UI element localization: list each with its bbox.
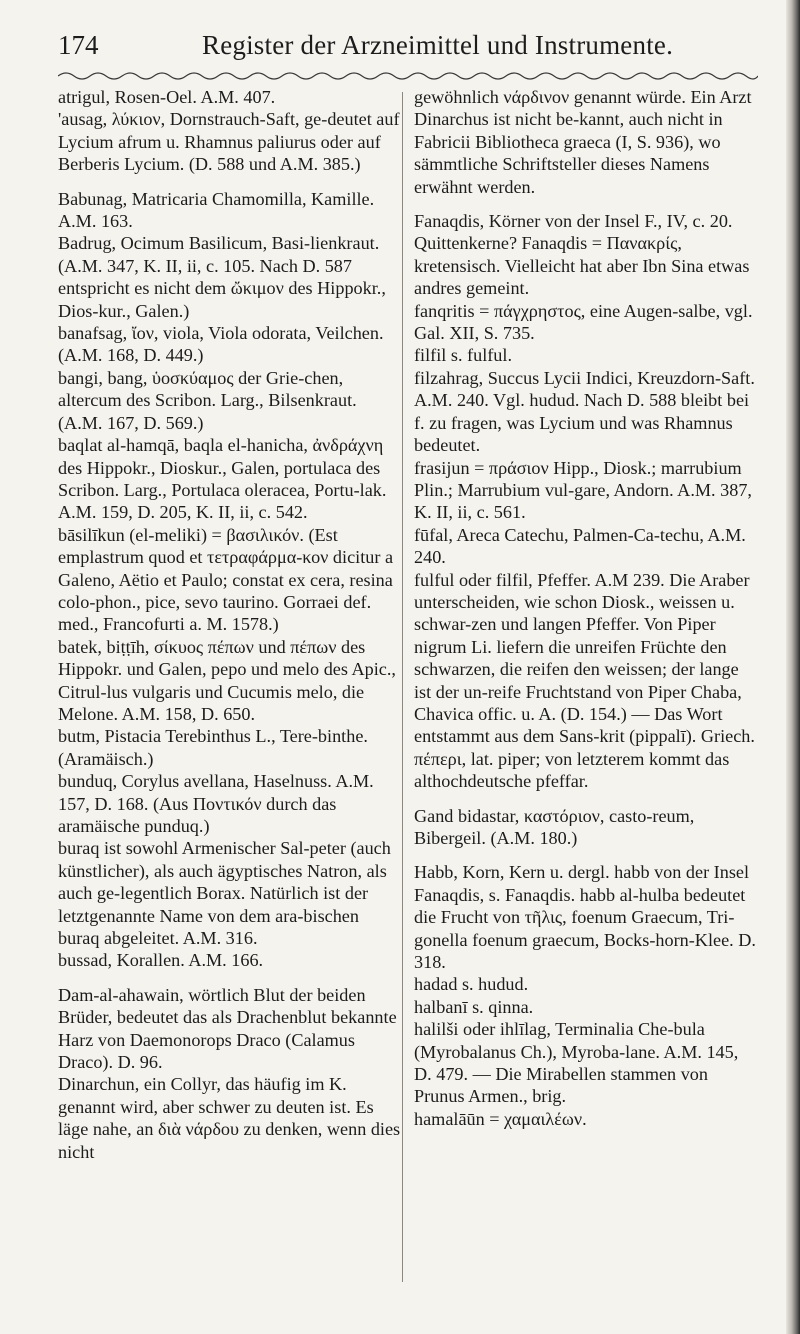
register-entry: butm, Pistacia Terebinthus L., Tere-binthe. (Aramäisch.): [58, 726, 368, 769]
register-entry: hadad s. hudud.: [414, 974, 529, 995]
running-title: Register der Arzneimittel und Instrumente.: [202, 30, 674, 60]
register-entry: Gand bidastar, καστόριον, casto-reum, Bibergeil. (A.M. 180.): [414, 805, 695, 848]
register-entry: atrigul, Rosen-Oel. A.M. 407.: [58, 87, 276, 107]
page-number: 174: [58, 30, 99, 60]
register-entry: fanqritis = πάγχρηστος, eine Augen-salbe, vgl. Gal. XII, S. 735.: [414, 300, 753, 344]
register-entry: hamalāūn = χαμαιλέων.: [414, 1108, 587, 1129]
register-entry: bāsilīkun (el-meliki) = βασιλικόν. (Est emplastrum quod et τετραφάρμα-κον dicitur a Galeno, Aëtio et Paulo; constat ex cera, resina colo-phon., pice, sevo taurino. Gorraei def. med., Francofurti a. M. 1578.): [58, 524, 394, 635]
page-edge-shadow: [786, 0, 800, 1334]
register-entry: bangi, bang, ὑοσκύαμος der Grie-chen, altercum des Scribon. Larg., Bilsenkraut. (A.M. 167, D. 569.): [58, 367, 357, 433]
wavy-rule-ornament: [58, 70, 758, 82]
register-entry: fulful oder filfil, Pfeffer. A.M 239. Die Araber unterscheiden, wie schon Diosk., weissen u. schwar-zen und langen Pfeffer. Von Piper nigrum Li. liefern die unreifen Früchte den schwarzen, die reifen den weissen; der lange ist der un-reife Fruchtstand von Piper Chaba, Chavica offic. u. A. (D. 154.) — Das Wort entstammt aus dem Sans-krit (pippalī). Griech. πέπερι, lat. piper; von letzterem kommt das althochdeutsche pfeffar.: [414, 569, 755, 792]
page-header: [58, 30, 758, 70]
register-entry: filfil s. fulful.: [414, 345, 512, 366]
column-divider: [402, 92, 403, 1282]
register-entry: batek, biṭṭīh, σίκυος πέπων und πέπων des Hippokr. und Galen, pepo und melo des Apic., Citrul-lus vulgaris und Cucumis melo, die Melone. A.M. 158, D. 650.: [58, 636, 396, 724]
left-column: [58, 86, 403, 1163]
register-entry: halilši oder ihlīlag, Terminalia Che-bula (Myrobalanus Ch.), Myroba-lane. A.M. 145, D. 479. — Die Mirabellen stammen von Prunus Armen., brig.: [414, 1019, 739, 1107]
register-entry: Fanaqdis, Körner von der Insel F., IV, c. 20. Quittenkerne? Fanaqdis = Πανακρίς, kretensisch. Vielleicht hat aber Ibn Sina etwas andres gemeint.: [414, 211, 750, 299]
register-entry: Dam-al-ahawain, wörtlich Blut der beiden Brüder, bedeutet das als Drachenblut bekannte Harz von Daemonorops Draco (Calamus Draco). D. 96.: [58, 984, 397, 1073]
register-entry: Babunag, Matricaria Chamomilla, Kamille. A.M. 163.: [58, 188, 375, 232]
register-entry: fūfal, Areca Catechu, Palmen-Ca-techu, A.M. 240.: [414, 524, 746, 568]
register-entry: gewöhnlich νάρδινον genannt würde. Ein Arzt Dinarchus ist nicht be-kannt, auch nicht in Fabricii Bibliotheca graeca (I, S. 936), wo sämmtliche Schriftsteller dieses Namens erwähnt werden.: [414, 87, 752, 197]
register-entry: Habb, Korn, Kern u. dergl. habb von der Insel Fanaqdis, s. Fanaqdis. habb al-hulba bedeutet die Frucht von τῆλις, foenum Graecum, Tri-gonella foenum graecum, Bocks-horn-Klee. D. 318.: [414, 862, 756, 973]
register-entry: bunduq, Corylus avellana, Haselnuss. A.M. 157, D. 168. (Aus Ποντικόν durch das aramäische punduq.): [58, 771, 374, 836]
register-entry: frasijun = πράσιον Hipp., Diosk.; marrubium Plin.; Marrubium vul-gare, Andorn. A.M. 387, K. II, ii, c. 561.: [414, 457, 752, 523]
register-entry: buraq ist sowohl Armenischer Sal-peter (auch künstlicher), als auch ägyptisches Natron, als auch ge-legentlich Borax. Natürlich ist der letztgenannte Name von dem ara-bischen buraq abgeleitet. A.M. 316.: [58, 838, 391, 949]
register-entry: bussad, Korallen. A.M. 166.: [58, 950, 264, 971]
register-entry: Dinarchun, ein Collyr, das häufig im K. genannt wird, aber schwer zu deuten ist. Es läge nahe, an διὰ νάρδου zu denken, wenn dies nicht: [58, 1074, 401, 1162]
register-entry: 'ausag, λύκιον, Dornstrauch-Saft, ge-deutet auf Lycium afrum u. Rhamnus paliurus oder auf Berberis Lycium. (D. 588 und A.M. 385.): [58, 109, 400, 175]
register-entry: filzahrag, Succus Lycii Indici, Kreuzdorn-Saft. A.M. 240. Vgl. hudud. Nach D. 588 bleibt bei f. zu fragen, was Lycium und was Rhamnus bedeutet.: [414, 367, 755, 456]
register-entry: banafsag, ἴον, viola, Viola odorata, Veilchen. (A.M. 168, D. 449.): [58, 323, 384, 366]
register-entry: halbanī s. qinna.: [414, 996, 534, 1017]
register-entry: Badrug, Ocimum Basilicum, Basi-lienkraut. (A.M. 347, K. II, ii, c. 105. Nach D. 587 entspricht es nicht dem ὤκιμον des Hippokr., Dios-kur., Galen.): [58, 233, 386, 321]
register-entry: baqlat al-hamqā, baqla el-hanicha, ἀνδράχνη des Hippokr., Dioskur., Galen, portulaca des Scribon. Larg., Portulaca oleracea, Portu-lak. A.M. 159, D. 205, K. II, ii, c. 542.: [58, 435, 387, 523]
right-column: [414, 86, 759, 1130]
